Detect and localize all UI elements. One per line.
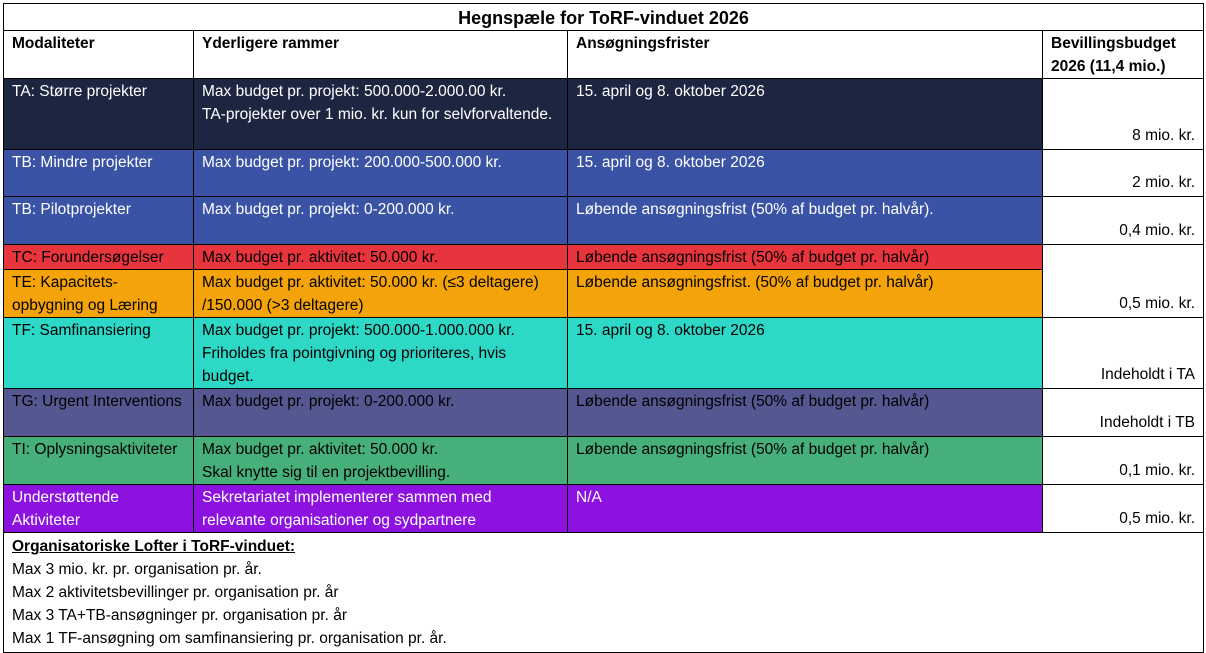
frame-cell [194, 79, 568, 150]
table-row [4, 389, 1204, 437]
frame-line: Friholdes fra pointgivning og prioriteres, hvis budget. [202, 345, 507, 385]
modality-cell: Understøttende Aktiviteter [4, 485, 194, 533]
deadline-cell: Løbende ansøgningsfrist (50% af budget pr. halvår) [568, 389, 1043, 437]
header-budget [1043, 31, 1204, 79]
table-row [4, 270, 1204, 318]
deadline-cell: 15. april og 8. oktober 2026 [568, 318, 1043, 389]
frame-line: Max budget pr. projekt: 200.000-500.000 kr. [202, 154, 502, 171]
modality-cell: TC: Forundersøgelser [4, 245, 194, 270]
modality-cell: TB: Pilotprojekter [4, 197, 194, 245]
budget-cell: 8 mio. kr. [1043, 79, 1204, 150]
budget-table [3, 3, 1204, 653]
footer-cell [4, 533, 1204, 653]
table-row [4, 79, 1204, 150]
modality-cell: TA: Større projekter [4, 79, 194, 150]
header-deadline: Ansøgningsfrister [568, 31, 1043, 79]
table-wrapper [3, 3, 1204, 653]
header-budget-line2: 2026 (11,4 mio.) [1051, 58, 1166, 75]
budget-cell: 0,5 mio. kr. [1043, 245, 1204, 318]
footer-row [4, 533, 1204, 653]
frame-line: Max budget pr. projekt: 0-200.000 kr. [202, 393, 455, 410]
frame-cell [194, 197, 568, 245]
modality-cell: TE: Kapacitets-opbygning og Læring [4, 270, 194, 318]
deadline-cell: Løbende ansøgningsfrist (50% af budget pr. halvår). [568, 197, 1043, 245]
table-row [4, 318, 1204, 389]
table-row [4, 245, 1204, 270]
frame-line: TA-projekter over 1 mio. kr. kun for selvforvaltende. [202, 106, 553, 123]
table-row [4, 485, 1204, 533]
modality-cell: TF: Samfinansiering [4, 318, 194, 389]
frame-line: Max budget pr. projekt: 500.000-2.000.00 kr. [202, 83, 507, 100]
header-row [4, 31, 1204, 79]
footer-line: Max 3 mio. kr. pr. organisation pr. år. [12, 561, 262, 578]
footer-line: Max 2 aktivitetsbevillinger pr. organisation pr. år [12, 584, 339, 601]
frame-line: Max budget pr. projekt: 0-200.000 kr. [202, 201, 455, 218]
footer-line: Max 3 TA+TB-ansøgninger pr. organisation pr. år [12, 607, 347, 624]
budget-cell: Indeholdt i TA [1043, 318, 1204, 389]
frame-cell [194, 485, 568, 533]
modality-cell: TG: Urgent Interventions [4, 389, 194, 437]
table-title: Hegnspæle for ToRF-vinduet 2026 [4, 4, 1204, 31]
table-row [4, 150, 1204, 197]
frame-line: Max budget pr. projekt: 500.000-1.000.000 kr. [202, 322, 515, 339]
deadline-cell: Løbende ansøgningsfrist. (50% af budget pr. halvår) [568, 270, 1043, 318]
budget-cell: 0,1 mio. kr. [1043, 437, 1204, 485]
frame-cell [194, 389, 568, 437]
footer-line: Max 1 TF-ansøgning om samfinansiering pr. organisation pr. år. [12, 630, 447, 647]
header-frame: Yderligere rammer [194, 31, 568, 79]
deadline-cell: Løbende ansøgningsfrist (50% af budget pr. halvår) [568, 437, 1043, 485]
budget-cell: 2 mio. kr. [1043, 150, 1204, 197]
header-budget-line1: Bevillingsbudget [1051, 35, 1176, 52]
header-modality: Modaliteter [4, 31, 194, 79]
deadline-cell: 15. april og 8. oktober 2026 [568, 150, 1043, 197]
modality-cell: TI: Oplysningsaktiviteter [4, 437, 194, 485]
footer-title: Organisatoriske Lofter i ToRF-vinduet: [12, 538, 296, 555]
deadline-cell: Løbende ansøgningsfrist (50% af budget pr. halvår) [568, 245, 1043, 270]
budget-cell: Indeholdt i TB [1043, 389, 1204, 437]
frame-line: Sekretariatet implementerer sammen med relevante organisationer og sydpartnere [202, 489, 492, 529]
frame-line: Max budget pr. aktivitet: 50.000 kr. (≤3 deltagere) /150.000 (>3 deltagere) [202, 274, 539, 314]
modality-cell: TB: Mindre projekter [4, 150, 194, 197]
frame-cell [194, 437, 568, 485]
frame-line: Skal knytte sig til en projektbevilling. [202, 464, 451, 481]
budget-cell: 0,4 mio. kr. [1043, 197, 1204, 245]
title-row [4, 4, 1204, 31]
table-row [4, 437, 1204, 485]
deadline-cell: 15. april og 8. oktober 2026 [568, 79, 1043, 150]
frame-cell [194, 270, 568, 318]
frame-line: Max budget pr. aktivitet: 50.000 kr. [202, 441, 439, 458]
table-row [4, 197, 1204, 245]
frame-cell [194, 245, 568, 270]
deadline-cell: N/A [568, 485, 1043, 533]
budget-cell: 0,5 mio. kr. [1043, 485, 1204, 533]
frame-line: Max budget pr. aktivitet: 50.000 kr. [202, 249, 439, 266]
frame-cell [194, 150, 568, 197]
frame-cell [194, 318, 568, 389]
